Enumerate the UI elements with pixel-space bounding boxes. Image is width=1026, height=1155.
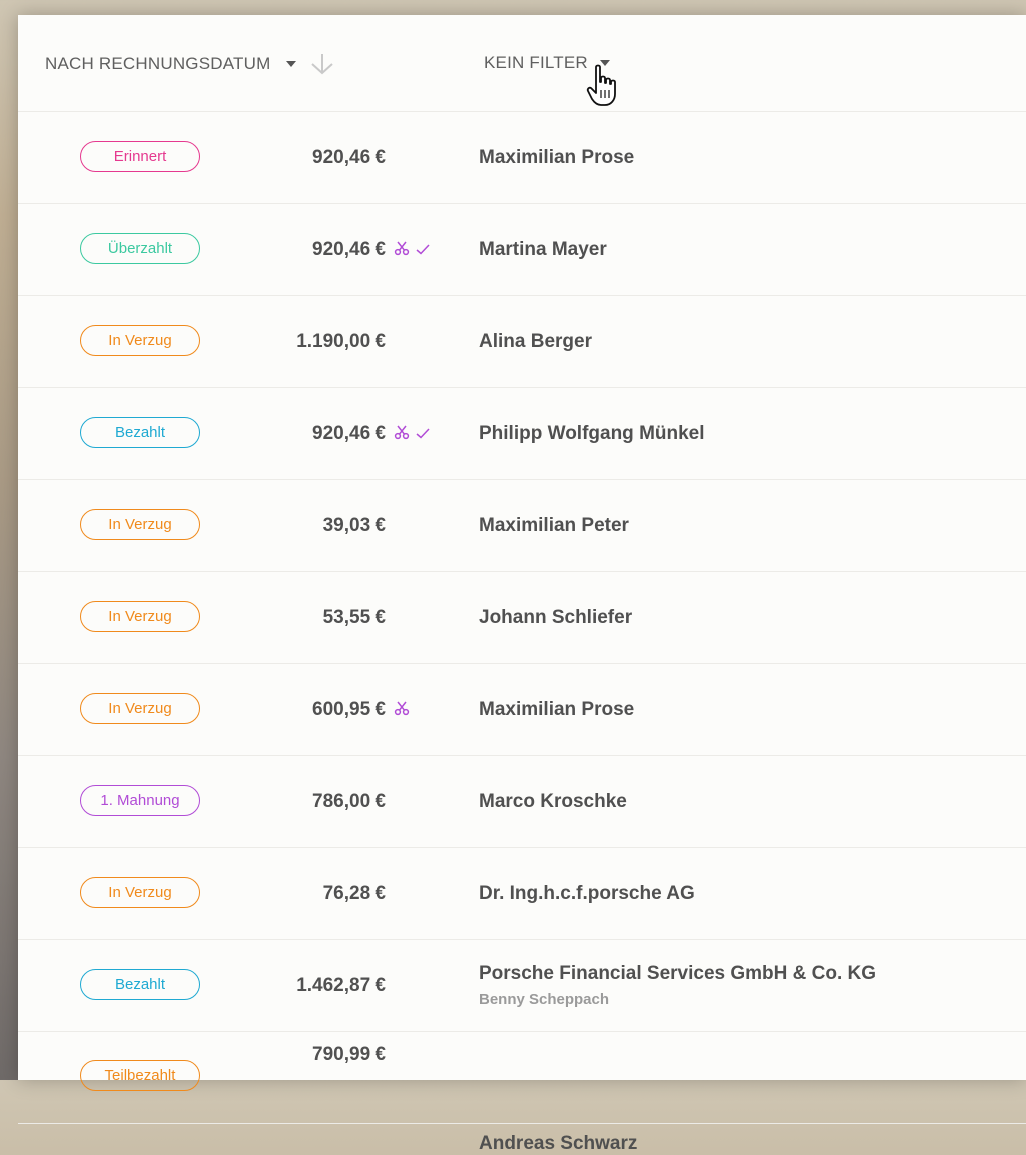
customer-info — [479, 296, 592, 387]
customer-name: Maximilian Prose — [479, 698, 635, 720]
customer-info — [479, 572, 632, 663]
customer-name: Porsche Financial Services GmbH & Co. KG — [479, 963, 877, 984]
status-badge: Überzahlt — [80, 233, 200, 264]
status-badge: Bezahlt — [80, 417, 200, 448]
invoice-row[interactable] — [18, 112, 1026, 204]
status-badge: In Verzug — [80, 601, 200, 632]
invoice-amount: 790,99 € — [312, 1044, 386, 1065]
invoice-row[interactable] — [18, 388, 1026, 480]
hand-cursor-icon — [586, 64, 620, 113]
customer-info — [479, 664, 634, 755]
invoice-amount: 786,00 € — [312, 790, 386, 812]
invoice-marks — [394, 240, 430, 261]
invoice-amount: 76,28 € — [322, 882, 386, 904]
status-badge: In Verzug — [80, 509, 200, 540]
customer-info — [479, 388, 705, 479]
customer-info — [479, 204, 607, 295]
customer-name: Johann Schliefer — [479, 606, 633, 628]
customer-info — [479, 112, 634, 203]
invoice-row[interactable] — [18, 480, 1026, 572]
invoice-amount: 53,55 € — [322, 606, 386, 628]
scissors-icon — [394, 424, 410, 445]
status-badge: Teilbezahlt — [80, 1060, 200, 1091]
status-badge: In Verzug — [80, 693, 200, 724]
sort-dropdown[interactable] — [45, 53, 334, 75]
invoice-row[interactable] — [18, 664, 1026, 756]
invoice-row[interactable] — [18, 572, 1026, 664]
invoice-list-panel — [18, 15, 1026, 1154]
invoice-marks — [394, 700, 410, 721]
status-badge: Bezahlt — [80, 969, 200, 1000]
caret-down-icon — [286, 61, 296, 67]
check-icon — [416, 426, 430, 444]
invoice-amount: 1.190,00 € — [296, 330, 386, 352]
customer-name: Marco Kroschke — [479, 790, 627, 812]
customer-info — [479, 940, 876, 1031]
customer-name: Martina Mayer — [479, 238, 607, 260]
invoice-amount: 920,46 € — [312, 422, 386, 444]
invoice-amount: 920,46 € — [312, 146, 386, 168]
status-badge: In Verzug — [80, 877, 200, 908]
invoice-amount: 1.462,87 € — [296, 974, 386, 996]
status-badge: 1. Mahnung — [80, 785, 200, 816]
sort-direction-arrow-icon[interactable] — [310, 53, 334, 75]
status-badge: Erinnert — [80, 141, 200, 172]
sort-label: NACH RECHNUNGSDATUM — [45, 54, 271, 73]
customer-name: Maximilian Prose — [479, 146, 635, 168]
customer-info — [479, 756, 627, 847]
invoice-row[interactable] — [18, 204, 1026, 296]
invoice-row[interactable] — [18, 940, 1026, 1032]
invoice-amount: 920,46 € — [312, 238, 386, 260]
scissors-icon — [394, 240, 410, 261]
invoice-row[interactable] — [18, 848, 1026, 940]
customer-name: Maximilian Peter — [479, 514, 629, 536]
customer-name: Alina Berger — [479, 330, 592, 352]
list-header — [18, 15, 1026, 112]
scissors-icon — [394, 700, 410, 721]
customer-name: Philipp Wolfgang Münkel — [479, 422, 705, 444]
invoice-row[interactable] — [18, 1032, 1026, 1154]
customer-name: Dr. Ing.h.c.f.porsche AG — [479, 882, 695, 904]
invoice-list — [18, 112, 1026, 1154]
invoice-row[interactable] — [18, 756, 1026, 848]
invoice-row[interactable] — [18, 296, 1026, 388]
customer-contact-name: Benny Scheppach — [479, 991, 610, 1008]
customer-info — [479, 848, 695, 939]
customer-info — [479, 1064, 637, 1155]
customer-name: Andreas Schwarz — [479, 1133, 638, 1154]
check-icon — [416, 242, 430, 260]
customer-info — [479, 480, 629, 571]
invoice-amount: 39,03 € — [322, 514, 386, 536]
filter-label: KEIN FILTER — [484, 53, 588, 72]
invoice-amount: 600,95 € — [312, 698, 386, 720]
status-badge: In Verzug — [80, 325, 200, 356]
invoice-marks — [394, 424, 430, 445]
